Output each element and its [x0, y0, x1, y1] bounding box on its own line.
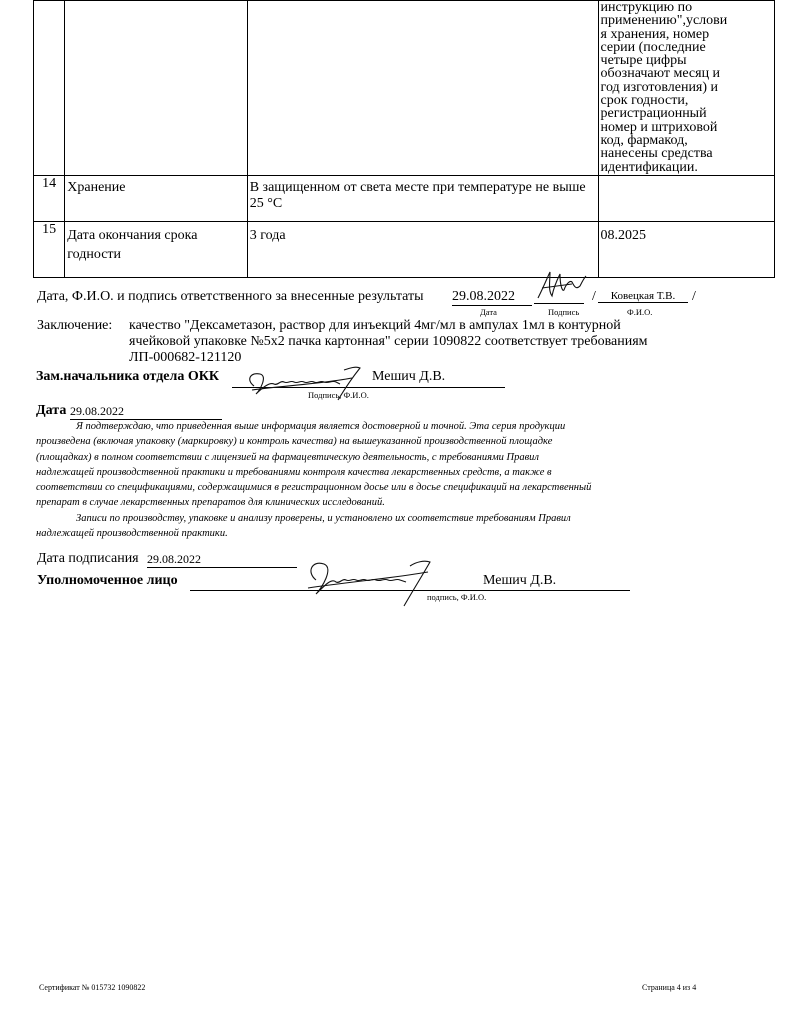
result-line: обозначают месяц и	[600, 66, 721, 82]
results-signoff-label: Дата, Ф.И.О. и подпись ответственного за внесенные результаты	[37, 289, 424, 304]
conclusion-line: ячейковой упаковке №5х2 пачка картонная" серии 1090822 соответствует требованиям	[129, 334, 648, 349]
authorized-person-label: Уполномоченное лицо	[37, 573, 178, 588]
statement-line: надлежащей производственной практики.	[36, 528, 228, 540]
slash: /	[592, 289, 596, 304]
results-signature-icon	[532, 268, 588, 304]
result-line: серии (последние	[600, 39, 706, 55]
result-line: идентификации.	[600, 159, 698, 175]
authorized-name: Мешич Д.В.	[483, 573, 557, 588]
signing-date-value: 29.08.2022	[147, 551, 297, 568]
specification-table	[33, 0, 775, 278]
parameter-cell	[65, 1, 247, 176]
statement-line: (площадках) в полном соответствии с лицензией на фармацевтическую деятельность, с требованиями Правил	[36, 451, 539, 463]
result-line: номер и штриховой	[600, 119, 718, 135]
page-number: Страница 4 из 4	[642, 983, 697, 992]
result-line: я хранения, номер	[600, 26, 710, 42]
statement-paragraph	[36, 419, 700, 541]
results-date: 29.08.2022	[452, 289, 532, 306]
result-cell	[598, 1, 774, 176]
conclusion-line: ЛП-000682-121120	[129, 350, 242, 365]
date-label: Дата	[36, 403, 67, 418]
statement-line: препарат в случае лекарственных препаратов для клинических исследований.	[36, 497, 385, 509]
statement-line: Записи по производству, упаковке и анализу проверены, и установлено их соответствие требованиям Правил	[76, 512, 571, 524]
name-caption: Ф.И.О.	[627, 307, 653, 317]
responsible-name: Ковецкая Т.В.	[598, 289, 688, 303]
row-number-cell	[34, 1, 65, 176]
result-line: срок годности,	[600, 93, 689, 109]
conclusion-label: Заключение:	[37, 318, 113, 333]
okk-name: Мешич Д.В.	[372, 369, 446, 384]
result-cell	[598, 176, 774, 222]
conclusion-line: качество "Дексаметазон, раствор для инъекций 4мг/мл в ампулах 1мл в контурной	[129, 318, 621, 333]
requirement-cell: 3 года	[247, 222, 598, 278]
okk-label: Зам.начальника отдела ОКК	[36, 369, 220, 384]
table-row	[34, 176, 775, 222]
result-line: применению",услови	[600, 13, 728, 29]
slash: /	[692, 289, 696, 304]
result-line: год изготовления) и	[600, 79, 719, 95]
certificate-number: Сертификат № 015732 1090822	[39, 983, 146, 992]
table-row	[34, 1, 775, 176]
statement-line: Я подтверждаю, что приведенная выше информация является достоверной и точной. Эта серия продукции	[76, 421, 566, 432]
date-caption: Дата	[480, 307, 497, 317]
result-line: регистрационный	[600, 106, 707, 122]
result-line: нанесены средства	[600, 146, 713, 162]
requirement-cell	[247, 1, 598, 176]
okk-caption: Подпись, Ф.И.О.	[308, 390, 369, 400]
result-line: код, фармакод,	[600, 132, 688, 148]
row-number-cell: 14	[34, 176, 65, 222]
result-cell: 08.2025	[598, 222, 774, 278]
authorized-caption: подпись, Ф.И.О.	[427, 592, 487, 602]
date-value: 29.08.2022	[70, 403, 222, 420]
signing-date-label: Дата подписания	[37, 551, 139, 566]
parameter-cell: Дата окончания срока годности	[65, 222, 247, 278]
requirement-cell: В защищенном от света месте при температуре не выше 25 °С	[247, 176, 598, 222]
parameter-cell: Хранение	[65, 176, 247, 222]
statement-line: произведена (включая упаковку (маркировку) и контроль качества) на вышеуказанной производственной площадке	[36, 436, 553, 448]
result-line: четыре цифры	[600, 53, 687, 69]
statement-line: надлежащей производственной практики и требованиями контроля качества лекарственных средств, а также в	[36, 466, 552, 478]
table-row	[34, 222, 775, 278]
row-number-cell: 15	[34, 222, 65, 278]
result-line: инструкцию по	[600, 0, 693, 15]
authorized-signature-icon	[298, 548, 448, 608]
signature-caption: Подпись	[548, 307, 580, 317]
statement-line: соответствии со спецификациями, содержащимися в регистрационном досье или в досье спецификаций на лекарственный	[36, 482, 592, 494]
